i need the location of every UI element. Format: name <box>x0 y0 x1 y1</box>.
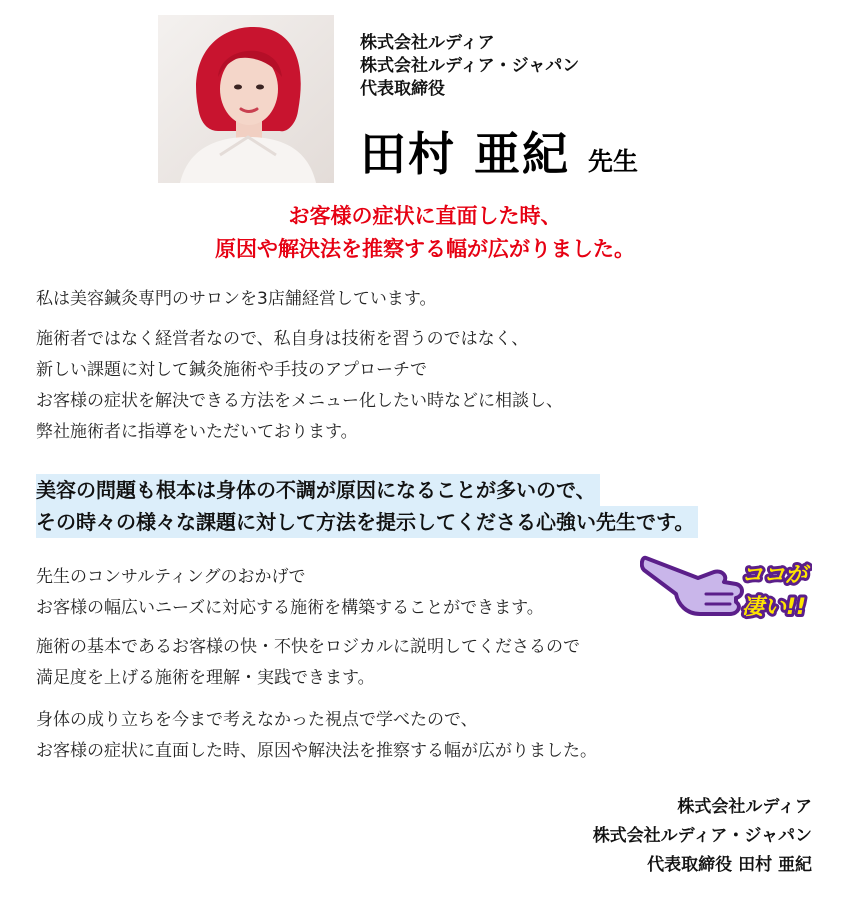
headline <box>0 200 850 266</box>
paragraph-4 <box>36 632 580 694</box>
paragraph-3-line-1: 先生のコンサルティングのおかげで <box>36 567 306 587</box>
headline-line-1: お客様の症状に直面した時、 <box>288 204 562 228</box>
name-main: 田村 亜紀 <box>360 127 571 181</box>
company-line-1: 株式会社ルディア <box>360 33 495 53</box>
badge-text-line-1: ココが <box>740 563 808 588</box>
badge-text-line-2: 凄い!! <box>741 595 807 620</box>
paragraph-2 <box>36 324 563 448</box>
paragraph-2-line-4: 弊社施術者に指導をいただいております。 <box>36 422 358 442</box>
highlight-block <box>36 474 698 538</box>
paragraph-3-line-2: お客様の幅広いニーズに対応する施術を構築することができます。 <box>36 598 544 618</box>
company-line-2: 株式会社ルディア・ジャパン <box>360 56 580 76</box>
paragraph-5-line-2: お客様の症状に直面した時、原因や解決法を推察する幅が広がりました。 <box>36 741 597 761</box>
paragraph-1 <box>36 284 436 315</box>
paragraph-2-line-2: 新しい課題に対して鍼灸施術や手技のアプローチで <box>36 360 427 380</box>
highlight-line-2: その時々の様々な課題に対して方法を提示してくださる心強い先生です。 <box>36 506 698 538</box>
portrait-photo <box>158 15 334 183</box>
paragraph-3 <box>36 562 544 624</box>
signature-line-2: 株式会社ルディア・ジャパン <box>592 826 812 846</box>
badge-koko-ga-sugoi <box>640 548 812 626</box>
position-title: 代表取締役 <box>360 79 445 99</box>
paragraph-5 <box>36 705 597 767</box>
highlight-line-1: 美容の問題も根本は身体の不調が原因になることが多いので、 <box>36 474 600 506</box>
signature-block <box>593 793 812 880</box>
pointing-hand-icon <box>642 558 742 614</box>
paragraph-5-line-1: 身体の成り立ちを今まで考えなかった視点で学べたので、 <box>36 710 478 730</box>
paragraph-4-line-1: 施術の基本であるお客様の快・不快をロジカルに説明してくださるので <box>36 637 580 657</box>
portrait-illustration <box>158 15 334 183</box>
name-suffix: 先生 <box>588 147 639 176</box>
paragraph-1-line-1: 私は美容鍼灸専門のサロンを3店舗経営しています。 <box>36 289 437 309</box>
paragraph-2-line-3: お客様の症状を解決できる方法をメニュー化したい時などに相談し、 <box>36 391 563 411</box>
paragraph-2-line-1: 施術者ではなく経営者なので、私自身は技術を習うのではなく、 <box>36 329 529 349</box>
person-name <box>360 118 638 184</box>
signature-line-1: 株式会社ルディア <box>677 797 812 817</box>
signature-line-3: 代表取締役 田村 亜紀 <box>647 855 812 875</box>
company-info <box>360 32 579 101</box>
paragraph-4-line-2: 満足度を上げる施術を理解・実践できます。 <box>36 668 375 688</box>
headline-line-2: 原因や解決法を推察する幅が広がりました。 <box>215 237 635 261</box>
